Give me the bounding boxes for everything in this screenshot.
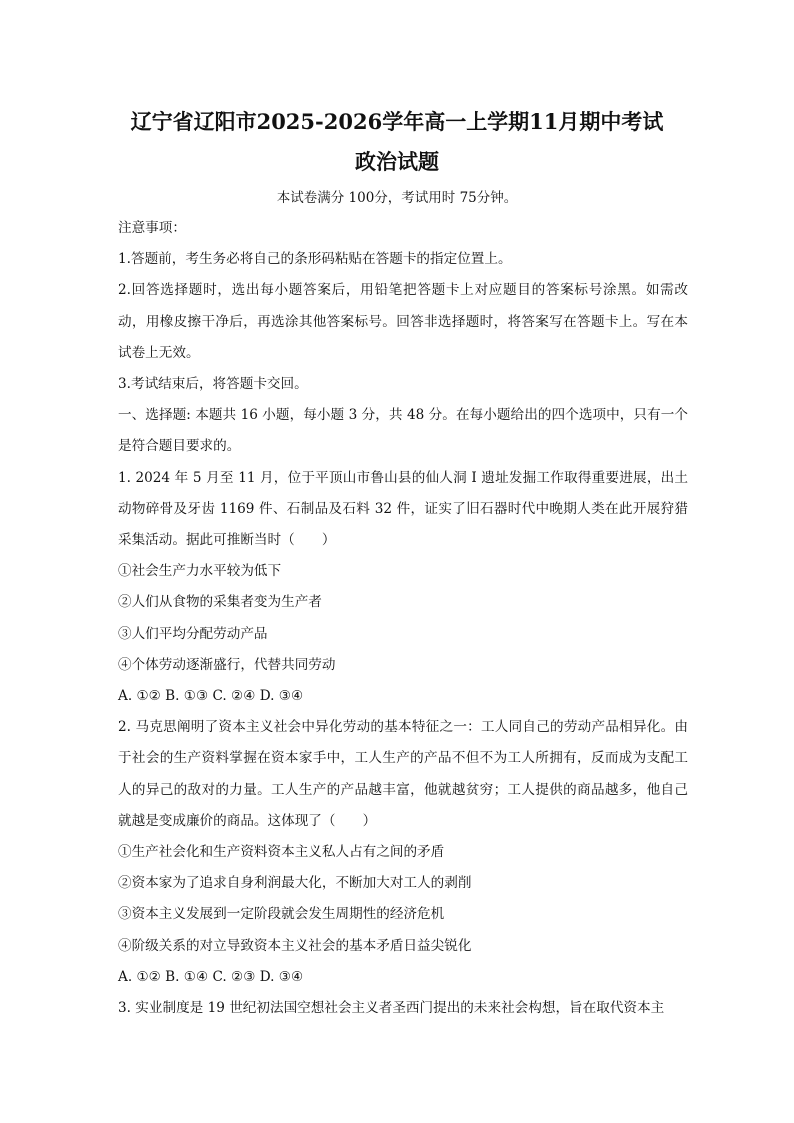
note-item-2: 2.回答选择题时，选出每小题答案后，用铅笔把答题卡上对应题目的答案标号涂黑。如需改动，用橡皮擦干净后，再选涂其他答案标号。回答非选择题时，将答案写在答题卡上。写在本试卷上无效。 [118,282,688,361]
question-option: ②资本家为了追求自身利润最大化，不断加大对工人的剥削 [118,875,472,892]
question-stem: 2. 马克思阐明了资本主义社会中异化劳动的基本特征之一：工人同自己的劳动产品相异化。由于社会的生产资料掌握在资本家手中，工人生产的产品不但不为工人所拥有，反而成为支配工人的异己的敌对的力量。工人生产的产品越丰富，他就越贫穷；工人提供的商品越多，他自己就越是变成廉价的商品。这体现了（ ） [118,719,688,829]
note-item-1: 1.答题前，考生务必将自己的条形码粘贴在答题卡的指定位置上。 [118,251,512,268]
question-stem: 3. 实业制度是 19 世纪初法国空想社会主义者圣西门提出的未来社会构想，旨在取代资本主 [118,999,665,1016]
question-option: ①生产社会化和生产资料资本主义私人占有之间的矛盾 [118,843,445,860]
question-option: ④阶级关系的对立导致资本主义社会的基本矛盾日益尖锐化 [118,937,472,954]
question-option: ④个体劳动逐渐盛行，代替共同劳动 [118,656,336,673]
question-2 [118,712,688,993]
question-option: ③资本主义发展到一定阶段就会发生周期性的经济危机 [118,906,445,923]
question-option: ①社会生产力水平较为低下 [118,563,282,580]
exam-body [118,213,688,1024]
question-option: ③人们平均分配劳动产品 [118,625,268,642]
exam-title: 辽宁省辽阳市2025-2026学年高一上学期11月期中考试 [130,109,664,134]
exam-subject-title: 政治试题 [355,149,439,174]
question-1 [118,463,688,713]
answer-choices: A. ①② B. ①③ C. ②④ D. ③④ [118,687,304,704]
answer-choices: A. ①② B. ①④ C. ②③ D. ③④ [118,968,304,985]
question-option: ②人们从食物的采集者变为生产者 [118,594,322,611]
exam-info: 本试卷满分 100分，考试用时 75分钟。 [276,190,518,206]
question-stem: 1. 2024 年 5 月至 11 月，位于平顶山市鲁山县的仙人洞 I 遗址发掘工作取得重要进展，出土动物碎骨及牙齿 1169 件、石制品及石料 32 件，证实了旧石器时代中晚期人类在此开展狩猎采集活动。据此可推断当时（ ） [118,469,688,548]
question-3 [118,993,688,1024]
note-item-3: 3.考试结束后，将答题卡交回。 [118,375,308,392]
notes-heading: 注意事项： [118,220,186,236]
section-heading: 一、选择题: 本题共 16 小题，每小题 3 分，共 48 分。在每小题给出的四个选项中，只有一个是符合题目要求的。 [118,407,688,455]
